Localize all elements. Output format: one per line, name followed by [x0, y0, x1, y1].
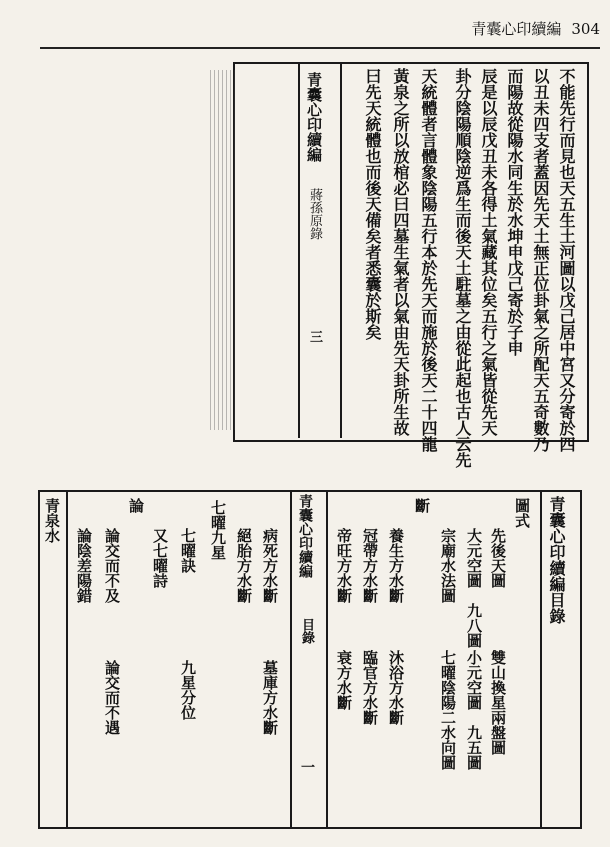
upper-text-column-6: 天統體者言體象陰陽五行本於先天而施於後天二十四龍 [419, 68, 438, 452]
upper-spine-leaf-number: 三 [307, 330, 322, 343]
upper-spine-rule-left [298, 62, 300, 438]
upper-text-column-2: 以丑未四支者蓋因先天土無正位卦氣之所配天五奇數乃 [531, 68, 550, 452]
lower-spine-rule-left [290, 490, 292, 827]
toc-entry: 墓庫方水斷 [261, 660, 279, 735]
toc-entry: 論交而不及 [103, 528, 121, 603]
toc-entry: 先後天圖 [489, 528, 507, 588]
header-title: 青囊心印續編 [471, 20, 562, 38]
upper-text-column-7: 黃泉之所以放棺必曰四墓生氣者以氣由先天卦所生故 [391, 68, 410, 436]
toc-left-rule [66, 490, 68, 827]
toc-entry: 宗廟水法圖 [439, 528, 457, 603]
toc-entry: 九星分位 [179, 660, 197, 720]
toc-entry: 青泉水 [43, 498, 61, 543]
toc-entry: 沐浴方水斷 [387, 650, 405, 725]
upper-text-column-8: 曰先天統體也而後天備矣者悉囊於斯矣 [363, 68, 382, 340]
toc-entry: 帝旺方水斷 [335, 528, 353, 603]
toc-title-rule [540, 490, 542, 827]
running-header [280, 18, 600, 42]
toc-entry: 七曜陰陽二水向圖 [439, 650, 457, 770]
lower-spine-leaf-number: 一 [299, 760, 315, 774]
toc-entry: 衰方水斷 [335, 650, 353, 710]
toc-entry: 冠帶方水斷 [361, 528, 379, 603]
toc-entry: 又七曜詩 [151, 528, 169, 588]
toc-entry: 臨官方水斷 [361, 650, 379, 725]
upper-text-column-4: 辰是以辰戊丑未各得土氣藏其位矣五行之氣皆從先天 [479, 68, 498, 436]
toc-title: 青囊心印續編目錄 [547, 496, 566, 624]
header-page-number: 304 [571, 20, 600, 38]
lower-spine-section: 目錄 [299, 618, 314, 644]
header-rule [40, 47, 600, 49]
lower-spine-title: 青囊心印續編 [297, 494, 313, 578]
lower-spine-rule-right [326, 490, 328, 827]
upper-text-column-1: 不能先行而見也天五生土河圖以戊己居中宮又分寄於四 [557, 68, 576, 452]
toc-section-discussions: 論 [127, 498, 145, 513]
upper-spine-title: 青囊心印續編 [305, 72, 323, 162]
toc-section-judgments: 斷 [413, 498, 431, 513]
toc-entry: 絕胎方水斷 [235, 528, 253, 603]
toc-entry: 七曜九星 [209, 500, 227, 560]
upper-text-column-5: 卦分陰陽順陰逆爲生而後天土駐墓之由從此起也古人云先 [453, 68, 472, 468]
toc-entry: 養生方水斷 [387, 528, 405, 603]
upper-spine-author: 蔣孫原錄 [307, 188, 322, 240]
upper-spine-rule-right [340, 62, 342, 438]
toc-entry: 論交而不遇 [103, 660, 121, 735]
toc-section-figures: 圖式 [513, 498, 531, 528]
toc-entry: 論陰差陽錯 [75, 528, 93, 603]
toc-entry: 雙山換星兩盤圖 [489, 650, 507, 755]
upper-text-column-3: 而陽故從陽水同生於水坤申戊己寄於子申 [505, 68, 524, 356]
upper-scan-edge [210, 70, 236, 430]
toc-entry: 七曜訣 [179, 528, 197, 573]
toc-entry: 大元空圖 九八圖 [465, 528, 483, 648]
toc-entry: 小元空圖 九五圖 [465, 650, 483, 770]
toc-entry: 病死方水斷 [261, 528, 279, 603]
